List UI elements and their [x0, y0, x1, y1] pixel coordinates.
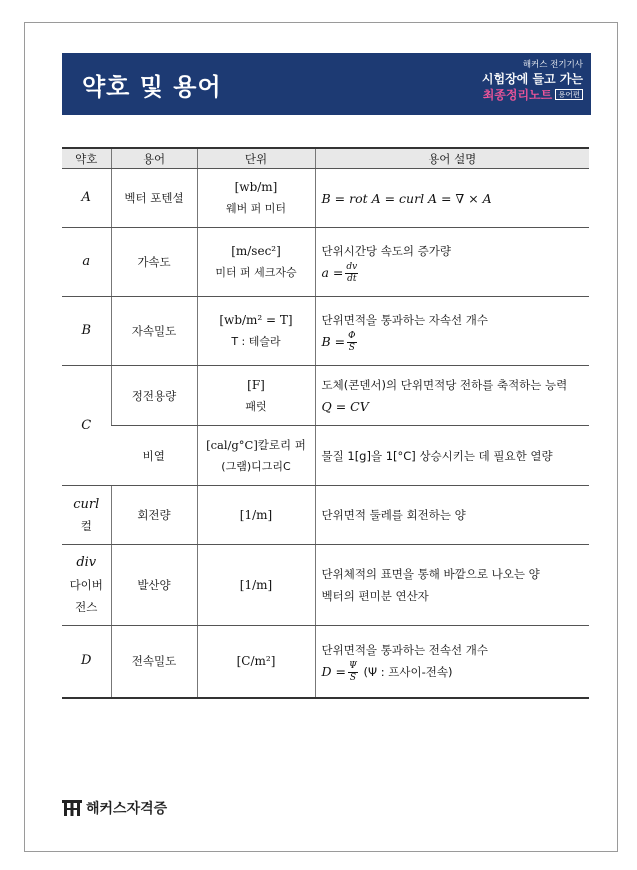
- unit-value: [F]: [247, 377, 265, 392]
- unit-cell: [197, 366, 315, 426]
- symbol-cell: curl 컬: [62, 486, 111, 545]
- unit-name: 패럿: [245, 399, 267, 413]
- page-title: 약호 및 용어: [82, 73, 222, 101]
- brand-name: 해커스 전기기사: [522, 60, 583, 70]
- table-header-row: [62, 148, 589, 169]
- unit-value: [cal/g°C]칼로리 퍼: [206, 437, 306, 452]
- unit-cell: [197, 228, 315, 297]
- unit-value: [wb/m² = T]: [219, 313, 293, 327]
- col-header-unit: 단위: [197, 148, 315, 169]
- term-cell: 발산양: [111, 545, 197, 626]
- table-row: [62, 366, 589, 426]
- description-cell: [315, 366, 589, 426]
- description-text: 단위면적을 통과하는 전속선 개수: [321, 642, 488, 657]
- header-banner: [62, 53, 591, 115]
- description-cell: [315, 297, 589, 366]
- formula: Q = CV: [321, 398, 369, 414]
- formula: a = $\frac{dv}{dt}$: [321, 261, 358, 284]
- col-header-symbol: 약호: [62, 148, 111, 169]
- unit-name: T : 테슬라: [231, 335, 281, 348]
- table-row: [62, 426, 589, 486]
- unit-name: 미터 퍼 세크자승: [215, 266, 297, 279]
- description-text: 벡터의 편미분 연산자: [321, 589, 429, 603]
- table-row: [62, 297, 589, 366]
- symbol-cell: A: [62, 169, 111, 228]
- term-cell: 벡터 포텐셜: [111, 169, 197, 228]
- table-row: [62, 228, 589, 297]
- table-row: [62, 626, 589, 698]
- formula: B = $\frac{\Phi}{S}$: [321, 330, 356, 353]
- symbol-cell: div 다이버 전스: [62, 545, 111, 626]
- col-header-term: 용어: [111, 148, 197, 169]
- footer-logo: [62, 798, 167, 818]
- unit-cell: [197, 297, 315, 366]
- unit-cell: [197, 169, 315, 228]
- note-title: 최종정리노트 용어편: [482, 87, 583, 103]
- description-text: 단위면적을 통과하는 자속선 개수: [321, 312, 488, 327]
- description-text: 물질 1[g]을 1[°C] 상승시키는 데 필요한 열량: [321, 448, 553, 463]
- table-row: [62, 169, 589, 228]
- unit-value: [m/sec²]: [231, 244, 281, 258]
- note-tag: 용어편: [555, 89, 583, 100]
- description-cell: [315, 626, 589, 698]
- unit-name: (그램)디그리C: [221, 459, 291, 473]
- description-text: 도체(콘덴서)의 단위면적당 전하를 축적하는 능력: [321, 377, 568, 392]
- symbol-cell: a: [62, 228, 111, 297]
- unit-cell: [197, 426, 315, 486]
- terms-table: [62, 147, 589, 699]
- formula: D = $\frac{\Psi}{S}$ (Ψ : 프사이-전속): [321, 660, 453, 683]
- table-row: [62, 545, 589, 626]
- logo-text: 해커스자격증: [86, 801, 168, 817]
- header-branding: [482, 59, 583, 103]
- term-cell: 자속밀도: [111, 297, 197, 366]
- description-text: 단위시간당 속도의 증가량: [321, 243, 452, 258]
- description-text: 단위면적 둘레를 회전하는 양: [321, 508, 466, 522]
- table-row: [62, 486, 589, 545]
- term-cell: 전속밀도: [111, 626, 197, 698]
- unit-value: [wb/m]: [234, 180, 278, 194]
- description-cell: [315, 169, 589, 228]
- unit-name: 웨버 퍼 미터: [225, 202, 287, 215]
- symbol-cell: C: [62, 366, 111, 486]
- formula: B = rot A = curl A = ∇ × A: [321, 190, 492, 206]
- term-cell: 가속도: [111, 228, 197, 297]
- term-cell: 회전량: [111, 486, 197, 545]
- description-cell: [315, 486, 589, 545]
- unit-cell: [C/m²]: [197, 626, 315, 698]
- description-cell: [315, 545, 589, 626]
- term-cell: 비열: [111, 426, 197, 486]
- hackers-logo-icon: [62, 800, 82, 816]
- symbol-cell: B: [62, 297, 111, 366]
- description-cell: [315, 426, 589, 486]
- description-text: 단위체적의 표면을 통해 바깥으로 나오는 양: [321, 567, 540, 581]
- header-subtitle: 시험장에 들고 가는: [481, 72, 583, 86]
- description-cell: [315, 228, 589, 297]
- col-header-description: 용어 설명: [315, 148, 589, 169]
- unit-cell: [1/m]: [197, 545, 315, 626]
- term-cell: 정전용량: [111, 366, 197, 426]
- symbol-cell: D: [62, 626, 111, 698]
- unit-cell: [1/m]: [197, 486, 315, 545]
